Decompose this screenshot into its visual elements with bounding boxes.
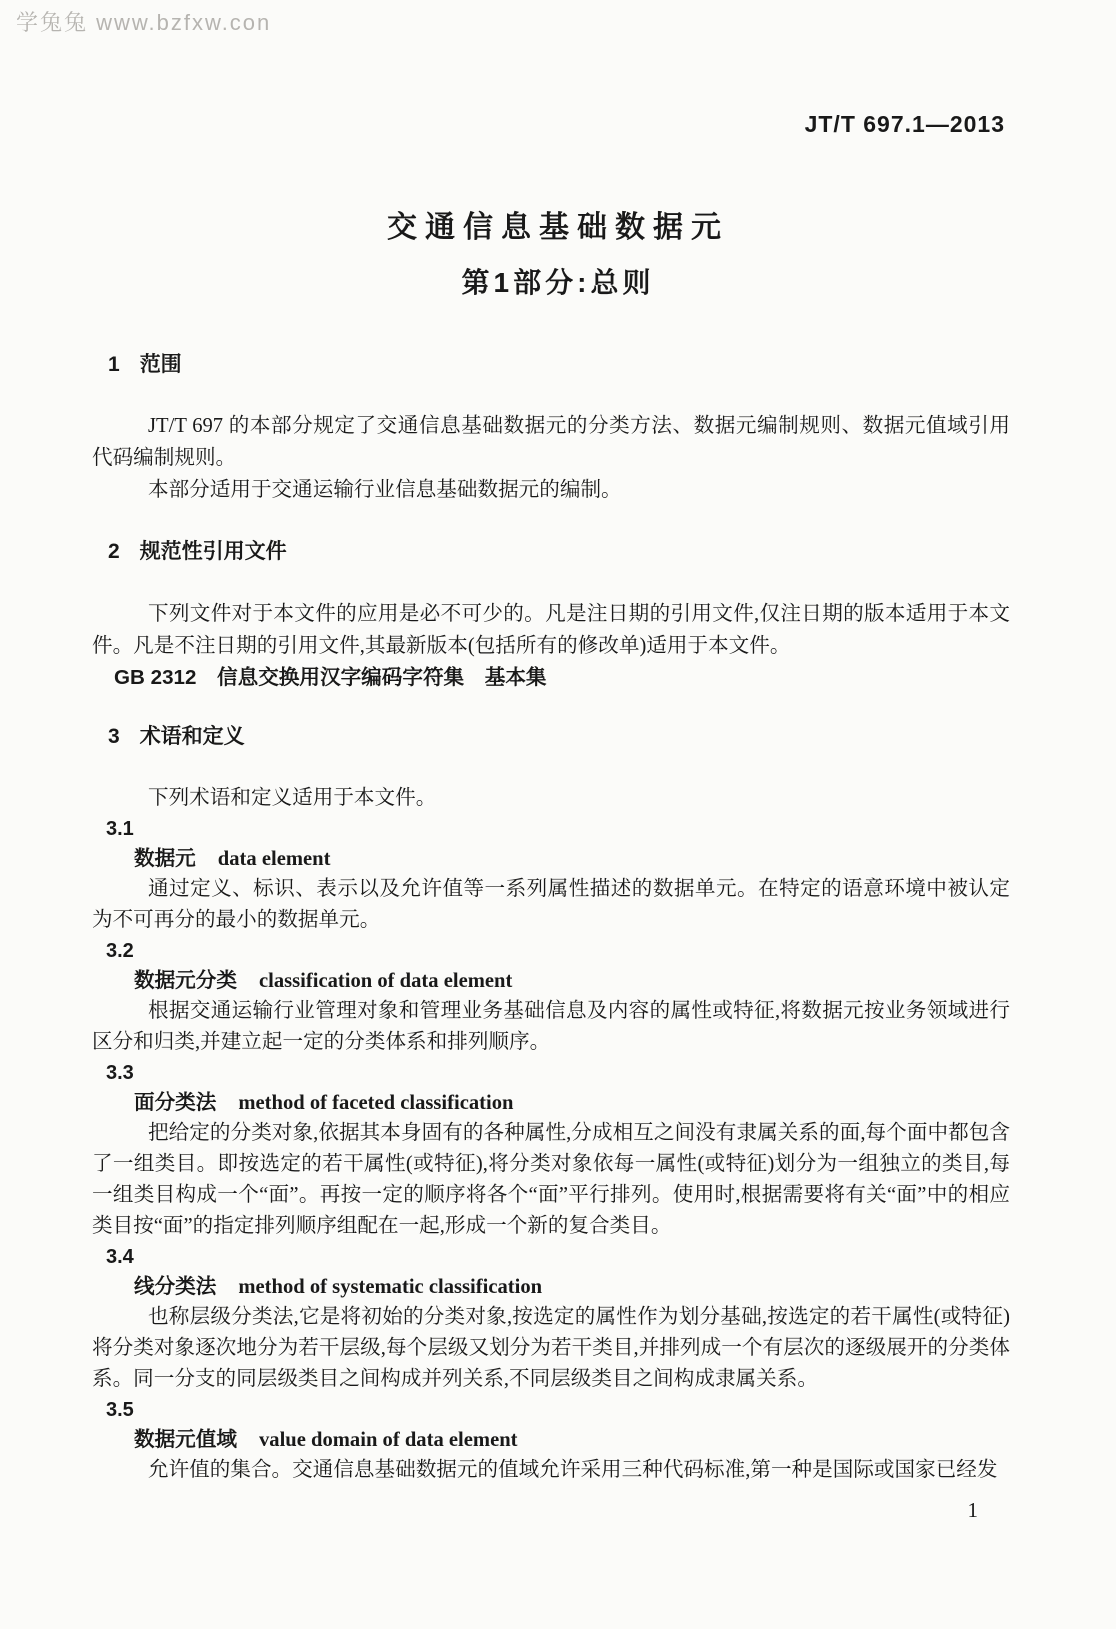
term-number: 3.3 [106,1062,134,1084]
document-body [92,350,1010,1486]
term-definition: 也称层级分类法,它是将初始的分类对象,按选定的属性作为划分基础,按选定的若干属性(或特征)将分类对象逐次地分为若干层级,每个层级又划分为若干类目,并排列成一个有层次的逐级展开的分类体系。同一分支的同层级类目之间构成并列关系,不同层级类目之间构成隶属关系。 [92,1306,1010,1390]
term-entry [92,1058,1010,1242]
term-number: 3.2 [106,940,134,962]
term-definition: 允许值的集合。交通信息基础数据元的值域允许采用三种代码标准,第一种是国际或国家已经发 [148,1459,998,1481]
term-name-en: value domain of data element [258,1429,518,1451]
term-heading [92,1088,1010,1118]
term-name-en: method of faceted classification [238,1092,514,1114]
watermark: 学兔兔 www.bzfxw.con [16,10,272,35]
term-number: 3.1 [106,818,134,840]
term-number: 3.5 [106,1399,134,1421]
section-1-number: 1 [108,353,120,376]
title-block [0,202,1116,301]
section-3-number: 3 [108,725,120,748]
page-number: 1 [967,1498,978,1522]
term-name-en: method of systematic classification [238,1276,543,1298]
section-1-paragraph: 本部分适用于交通运输行业信息基础数据元的编制。 [148,479,622,501]
section-1-title: 范围 [139,353,182,376]
term-heading [92,966,1010,996]
term-heading [92,1425,1010,1455]
section-3-title: 术语和定义 [139,725,245,748]
section-1-paragraph: JT/T 697 的本部分规定了交通信息基础数据元的分类方法、数据元编制规则、数据元值域引用代码编制规则。 [92,415,1010,469]
term-heading [92,844,1010,874]
term-name-zh: 数据元值域 [134,1428,237,1451]
term-entry [92,1242,1010,1395]
section-3-heading [92,722,1010,752]
term-name-zh: 数据元 [134,847,196,870]
section-2-heading [92,537,1010,567]
section-2-number: 2 [108,540,120,563]
term-name-zh: 面分类法 [134,1091,217,1114]
section-2-title: 规范性引用文件 [139,540,287,563]
section-1-heading [92,350,1010,380]
section-2-paragraph: 下列文件对于本文件的应用是必不可少的。凡是注日期的引用文件,仅注日期的版本适用于本文件。凡是不注日期的引用文件,其最新版本(包括所有的修改单)适用于本文件。 [92,603,1010,657]
term-heading [92,1272,1010,1302]
term-definition: 把给定的分类对象,依据其本身固有的各种属性,分成相互之间没有隶属关系的面,每个面中都包含了一组类目。即按选定的若干属性(或特征),将分类对象依每一属性(或特征)划分为一组独立的类目,每一组类目构成一个“面”。再按一定的顺序将各个“面”平行排列。使用时,根据需要将有关“面”中的相应类目按“面”的指定排列顺序组配在一起,形成一个新的复合类目。 [92,1122,1010,1237]
term-definition: 通过定义、标识、表示以及允许值等一系列属性描述的数据单元。在特定的语意环境中被认定为不可再分的最小的数据单元。 [92,878,1010,931]
standard-number: JT/T 697.1—2013 [804,111,1005,137]
term-name-zh: 数据元分类 [134,969,237,992]
term-number: 3.4 [106,1246,134,1268]
term-name-zh: 线分类法 [134,1275,217,1298]
document-subtitle: 第1部分:总则 [461,267,655,298]
normative-reference: GB 2312 信息交换用汉字编码字符集 基本集 [114,666,547,689]
term-entry [92,936,1010,1058]
term-definition: 根据交通运输行业管理对象和管理业务基础信息及内容的属性或特征,将数据元按业务领域进行区分和归类,并建立起一定的分类体系和排列顺序。 [92,1000,1010,1053]
document-title: 交通信息基础数据元 [387,211,729,244]
term-name-en: data element [217,848,331,870]
section-3-paragraph: 下列术语和定义适用于本文件。 [148,787,437,809]
term-entry [92,814,1010,936]
term-entry [92,1395,1010,1486]
term-name-en: classification of data element [258,970,513,992]
